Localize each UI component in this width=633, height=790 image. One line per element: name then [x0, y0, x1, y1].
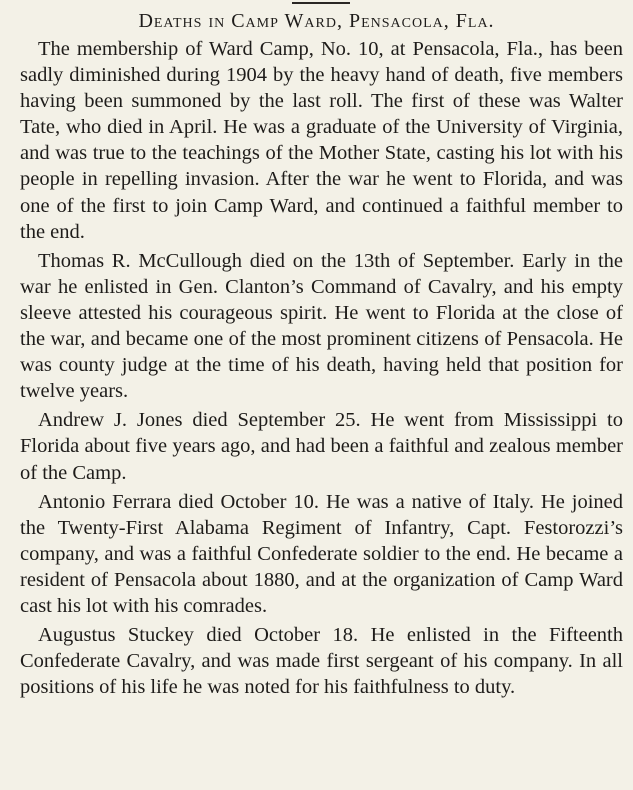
article-body: [20, 36, 623, 700]
paragraph-jones: Andrew J. Jones died September 25. He went from Mississippi to Florida about five years ago, and had been a faithful and zealous member of the Camp.: [20, 409, 623, 484]
paragraph-mccullough: Thomas R. McCullough died on the 13th of September. Early in the war he enlisted in Gen. Clanton’s Command of Cavalry, and his empty sleeve attested his courageous spirit. He went to Florida at the close of the war, and became one of the most prominent citizens of Pensacola. He was county judge at the time of his death, having held that position for twelve years.: [20, 249, 623, 403]
header-rule: [292, 2, 350, 4]
paragraph-stuckey: Augustus Stuckey died October 18. He enlisted in the Fifteenth Confederate Cavalry, and was made first sergeant of his company. In all positions of his life he was noted for his faithfulness to duty.: [20, 624, 623, 699]
article-title: Deaths in Camp Ward, Pensacola, Fla.: [138, 10, 495, 32]
paragraph-ferrara: Antonio Ferrara died October 10. He was a native of Italy. He joined the Twenty-First Alabama Regiment of Infantry, Capt. Festorozzi’s company, and was a faithful Confederate soldier to the end. He became a resident of Pensacola about 1880, and at the organization of Camp Ward cast his lot with his comrades.: [20, 490, 623, 617]
paragraph-ward-camp-intro: The membership of Ward Camp, No. 10, at Pensacola, Fla., has been sadly diminished during 1904 by the heavy hand of death, five members having been summoned by the last roll. The first of these was Walter Tate, who died in April. He was a graduate of the University of Virginia, and was true to the teachings of the Mother State, casting his lot with his people in repelling invasion. After the war he went to Florida, and was one of the first to join Camp Ward, and continued a faithful member to the end.: [20, 38, 623, 243]
